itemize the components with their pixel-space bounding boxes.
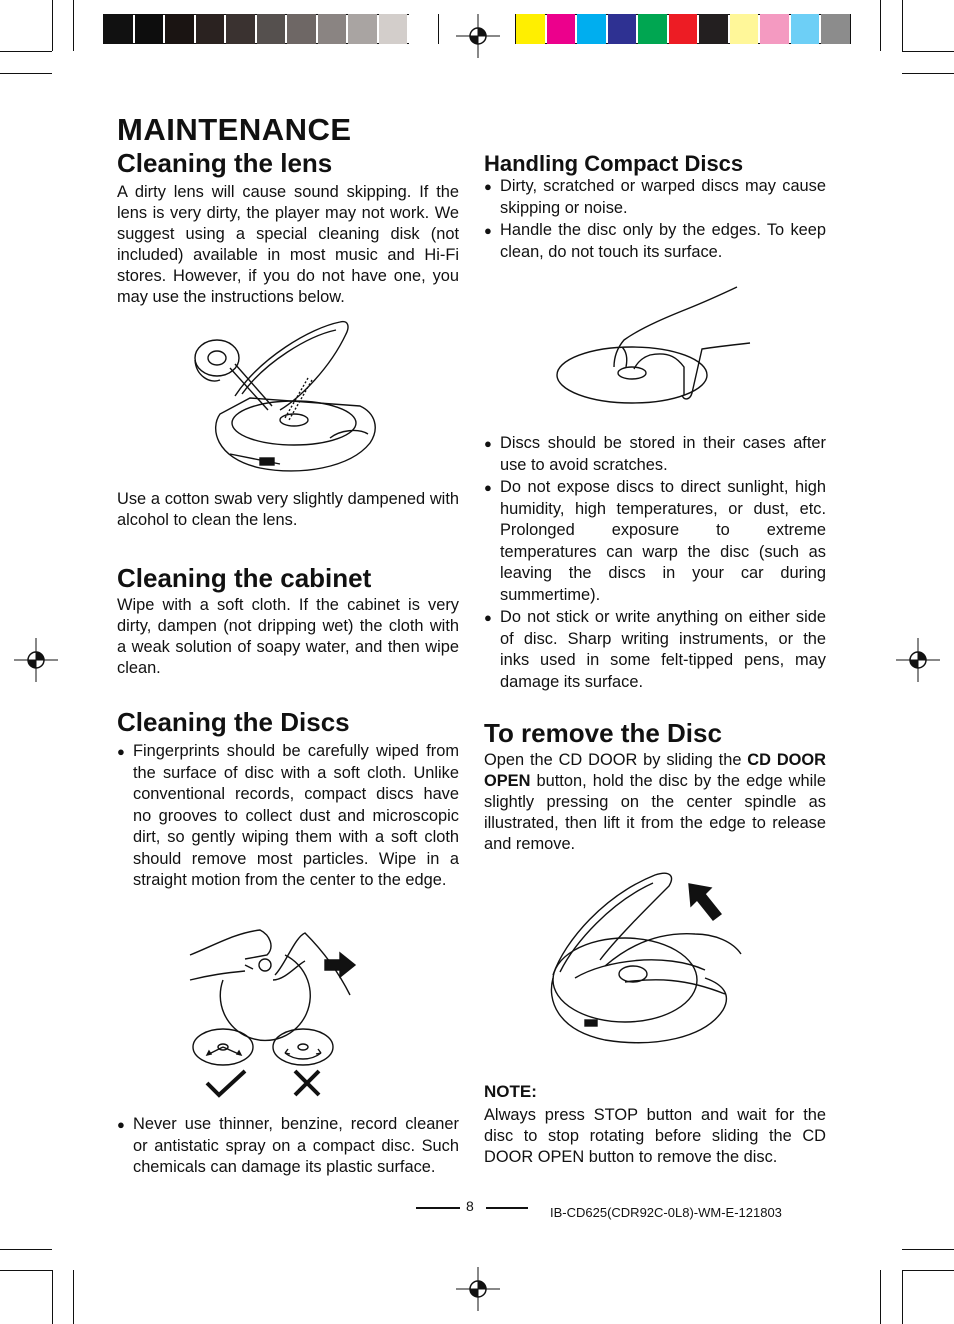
discs-bullets-top — [117, 741, 459, 892]
registration-mark-top — [456, 14, 500, 58]
bullet-text: Handle the disc only by the edges. To keep clean, do not touch its surface. — [500, 221, 826, 261]
color-swatch — [730, 14, 759, 44]
discs-bullets-bottom — [117, 1114, 459, 1179]
registration-mark-right — [896, 638, 940, 682]
disc-wiping-illustration — [185, 925, 360, 1100]
color-swatch — [577, 14, 606, 44]
list-item: ● Do not expose discs to direct sunlight, high humidity, high temperatures, or dust, etc. Prolonged exposure to extreme temperatures can warp the disc (such as leaving the discs in your car during summertime). — [484, 478, 826, 604]
disc-removal-illustration — [545, 870, 745, 1055]
bullet-text: Never use thinner, benzine, record cleaner or antistatic spray on a compact disc. Such chemicals can damage its plastic surface. — [133, 1115, 459, 1176]
remove-body — [484, 750, 826, 855]
discs-heading: Cleaning the Discs — [117, 707, 350, 737]
page-number: 8 — [466, 1198, 474, 1214]
color-swatch — [135, 14, 164, 44]
lens-caption: Use a cotton swab very slightly dampened with alcohol to clean the lens. — [117, 490, 459, 529]
page-title: MAINTENANCE — [117, 112, 352, 147]
cabinet-body: Wipe with a soft cloth. If the cabinet is very dirty, dampen (not dripping wet) the cloth with a weak solution of soapy water, and then wipe clean. — [117, 596, 459, 677]
bullet-text: Discs should be stored in their cases after use to avoid scratches. — [500, 434, 826, 474]
remove-body-text-1: Open the CD DOOR by sliding the — [484, 751, 748, 769]
bullet-text: Fingerprints should be carefully wiped from the surface of disc with a soft cloth. Unlike conventional records, compact discs have no grooves to collect dust and microscopic dirt, so gently wiping them with a soft cloth should remove most particles. Wipe in a straight motion from the center to the edge. — [133, 742, 459, 889]
color-swatch — [287, 14, 316, 44]
lens-body: A dirty lens will cause sound skipping. If the lens is very dirty, the player may not work. We suggest using a special cleaning disk (not included) available in most music and Hi-Fi stores. However, if you do not have one, you may use the instructions below. — [117, 183, 459, 306]
color-swatch — [516, 14, 545, 44]
list-item: ● Handle the disc only by the edges. To keep clean, do not touch its surface. — [484, 221, 826, 261]
list-item: ● Fingerprints should be carefully wiped from the surface of disc with a soft cloth. Unlike conventional records, compact discs have no grooves to collect dust and microscopic dirt, so gently wiping them with a soft cloth should remove most particles. Wipe in a straight motion from the center to the edge. — [117, 742, 459, 889]
color-swatch — [165, 14, 194, 44]
color-swatch — [379, 14, 408, 44]
cd-door-open-label: CD DOOR OPEN — [484, 751, 826, 790]
footer-rule-left — [416, 1207, 460, 1209]
color-swatch — [257, 14, 286, 44]
color-swatch — [821, 14, 850, 44]
color-swatch — [547, 14, 576, 44]
color-swatch — [226, 14, 255, 44]
color-swatch — [409, 14, 438, 44]
list-item: ● Do not stick or write anything on either side of disc. Sharp writing instruments, or the inks used in some felt-tipped pens, may damage its surface. — [484, 608, 826, 691]
remove-heading: To remove the Disc — [484, 718, 722, 748]
bullet-text: Do not expose discs to direct sunlight, high humidity, high temperatures, or dust, etc. Prolonged exposure to extreme temperatures can warp the disc (such as leaving the discs in your car during summertime). — [500, 478, 826, 604]
document-code: IB-CD625(CDR92C-0L8)-WM-E-121803 — [550, 1205, 782, 1220]
color-swatch — [669, 14, 698, 44]
footer-rule-right — [486, 1207, 528, 1209]
lens-heading: Cleaning the lens — [117, 148, 333, 178]
color-swatch — [348, 14, 377, 44]
cabinet-heading: Cleaning the cabinet — [117, 563, 372, 593]
color-swatch — [760, 14, 789, 44]
color-swatch — [318, 14, 347, 44]
handling-heading: Handling Compact Discs — [484, 151, 744, 176]
color-swatch — [608, 14, 637, 44]
remove-body-text-2: button, hold the disc by the edge while slightly pressing on the center spindle as illustrated, then lift it from the edge to release and remove. — [484, 772, 826, 853]
note-body: Always press STOP button and wait for the disc to stop rotating before sliding the CD DOOR OPEN button to remove the disc. — [484, 1106, 826, 1166]
handling-bullets-bottom — [484, 433, 826, 693]
color-swatch — [196, 14, 225, 44]
note-label: NOTE: — [484, 1082, 537, 1101]
bullet-text: Do not stick or write anything on either side of disc. Sharp writing instruments, or the inks used in some felt-tipped pens, may damage its surface. — [500, 608, 826, 691]
lens-cleaning-illustration — [190, 318, 380, 483]
color-swatch — [791, 14, 820, 44]
list-item: ● Never use thinner, benzine, record cleaner or antistatic spray on a compact disc. Such chemicals can damage its plastic surface. — [117, 1115, 459, 1176]
registration-mark-bottom — [456, 1267, 500, 1311]
disc-handling-illustration — [552, 285, 752, 410]
registration-mark-left — [14, 638, 58, 682]
list-item: ● Discs should be stored in their cases after use to avoid scratches. — [484, 434, 826, 474]
color-swatch — [638, 14, 667, 44]
list-item: ● Dirty, scratched or warped discs may cause skipping or noise. — [484, 177, 826, 217]
bullet-text: Dirty, scratched or warped discs may cause skipping or noise. — [500, 177, 826, 217]
color-swatch — [104, 14, 133, 44]
handling-bullets-top — [484, 176, 826, 263]
color-swatch — [699, 14, 728, 44]
